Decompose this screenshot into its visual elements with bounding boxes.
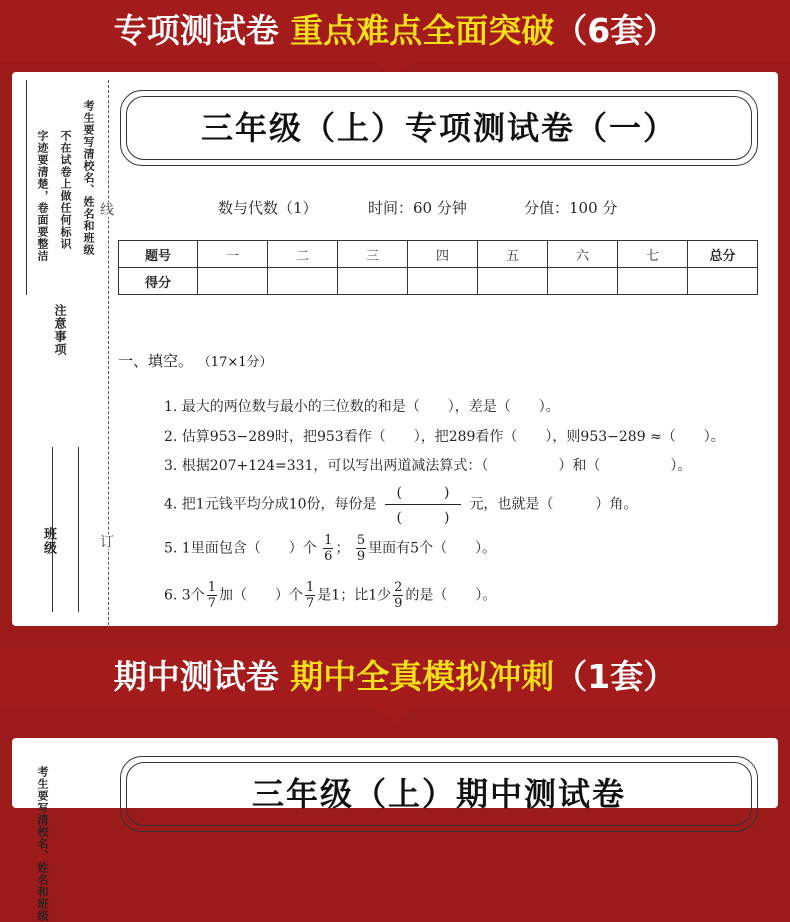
q5-text-c: 里面有5个（ ）。 [368, 540, 497, 557]
binding-mark-line: 线 [98, 202, 114, 217]
banner-special-tests [0, 0, 790, 62]
q5-f2-denominator: 9 [356, 549, 366, 564]
q6-f2-denominator: 7 [306, 596, 315, 611]
section1-heading [118, 350, 273, 371]
score-table-col: 五 [478, 241, 548, 268]
question-5 [164, 534, 496, 563]
paper1-title-box [120, 90, 758, 166]
banner2-white-text: 期中测试卷 [113, 657, 279, 696]
score-cell[interactable] [338, 268, 408, 295]
paper1-score-value: 分值：100 分 [524, 199, 618, 217]
q6-f2-numerator: 1 [306, 580, 315, 595]
score-cell[interactable] [688, 268, 758, 295]
banner1-suffix: （6套） [554, 11, 677, 50]
question-6 [164, 581, 496, 610]
score-cell[interactable] [478, 268, 548, 295]
score-table-col: 三 [338, 241, 408, 268]
paper1-subject: 数与代数（1） [218, 199, 318, 217]
class-label: 班级 [41, 527, 56, 555]
binding-mark-ding: 订 [98, 534, 114, 549]
score-cell[interactable] [548, 268, 618, 295]
section1-title: 一、填空。 [118, 352, 194, 370]
question-4 [164, 482, 637, 527]
score-cell[interactable] [268, 268, 338, 295]
sidebar-divider-line [26, 80, 27, 295]
score-table-col: 六 [548, 241, 618, 268]
sidebar-note-3: 字迹要清楚，卷面要整洁 [36, 130, 49, 262]
paper2-sidebar-note: 考生要写清校名、姓名和班级 [36, 766, 49, 922]
q6-text-c: 是1；比1少 [317, 587, 392, 604]
sidebar-notes-title: 注意事项 [53, 304, 67, 356]
banner-midterm-tests [0, 646, 790, 708]
q6-f1-denominator: 7 [207, 596, 216, 611]
q6-fraction-2 [305, 581, 315, 610]
paper2-title-box [120, 756, 758, 832]
score-table-score-label: 得分 [119, 268, 198, 295]
q6-text-d: 的是（ ）。 [405, 587, 497, 604]
paper1-sidebar [12, 72, 124, 626]
q5-text-b: ； [335, 540, 350, 557]
score-table-col: 七 [618, 241, 688, 268]
score-table [118, 240, 758, 295]
q5-text-a: 5. 1里面包含（ ）个 [164, 540, 317, 557]
score-cell[interactable] [618, 268, 688, 295]
question-1: 1. 最大的两位数与最小的三位数的和是（ ），差是（ ）。 [164, 399, 560, 415]
q5-fraction-1 [323, 534, 333, 563]
score-table-col: 一 [198, 241, 268, 268]
score-table-total: 总分 [688, 241, 758, 268]
banner2-yellow-text: 期中全真模拟冲刺 [290, 657, 555, 696]
section1-points: （17×1分） [197, 355, 273, 370]
q6-text-a: 6. 3个 [164, 587, 205, 604]
banner2-suffix: （1套） [554, 657, 677, 696]
score-cell[interactable] [408, 268, 478, 295]
q4-fraction-numerator: ( ) [385, 482, 461, 505]
q6-fraction-1 [207, 581, 217, 610]
q6-f3-denominator: 9 [394, 596, 403, 611]
sidebar-divider-line [78, 447, 79, 612]
score-table-score-row [119, 268, 758, 295]
paper2-title: 三年级（上）期中测试卷 [251, 775, 626, 813]
score-table-header-row [119, 241, 758, 268]
banner2-arrow [375, 708, 415, 724]
q6-fraction-3 [393, 581, 403, 610]
q5-f2-numerator: 5 [356, 533, 366, 548]
sidebar-note-2: 不在试卷上做任何标识 [59, 130, 72, 250]
q5-f1-numerator: 1 [324, 533, 333, 548]
question-2: 2. 估算953−289时，把953看作（ ），把289看作（ ），则953−289 ≈（ ）。 [164, 429, 725, 445]
score-cell[interactable] [198, 268, 268, 295]
score-table-header: 题号 [119, 241, 198, 268]
q4-text-b: 元，也就是（ ）角。 [469, 496, 638, 513]
q4-text-a: 4. 把1元钱平均分成10份，每份是 [164, 496, 377, 513]
test-paper-2 [12, 738, 778, 922]
q6-f3-numerator: 2 [394, 580, 403, 595]
banner1-yellow-text: 重点难点全面突破 [290, 11, 555, 50]
banner1-white-text: 专项测试卷 [113, 11, 279, 50]
question-3: 3. 根据207+124=331，可以写出两道减法算式：（ ）和（ ）。 [164, 458, 692, 474]
q6-text-b: 加（ ）个 [219, 587, 303, 604]
q4-blank-fraction[interactable] [385, 482, 461, 527]
paper1-time: 时间：60 分钟 [368, 199, 467, 217]
score-table-col: 四 [408, 241, 478, 268]
sidebar-note-1: 考生要写清校名、姓名和班级 [82, 100, 95, 256]
test-paper-1 [12, 72, 778, 626]
q4-fraction-denominator: ( ) [396, 510, 450, 526]
q6-f1-numerator: 1 [207, 580, 216, 595]
score-table-col: 二 [268, 241, 338, 268]
paper1-title: 三年级（上）专项测试卷（一） [200, 109, 677, 147]
q5-fraction-2 [356, 534, 366, 563]
q5-f1-denominator: 6 [324, 549, 333, 564]
